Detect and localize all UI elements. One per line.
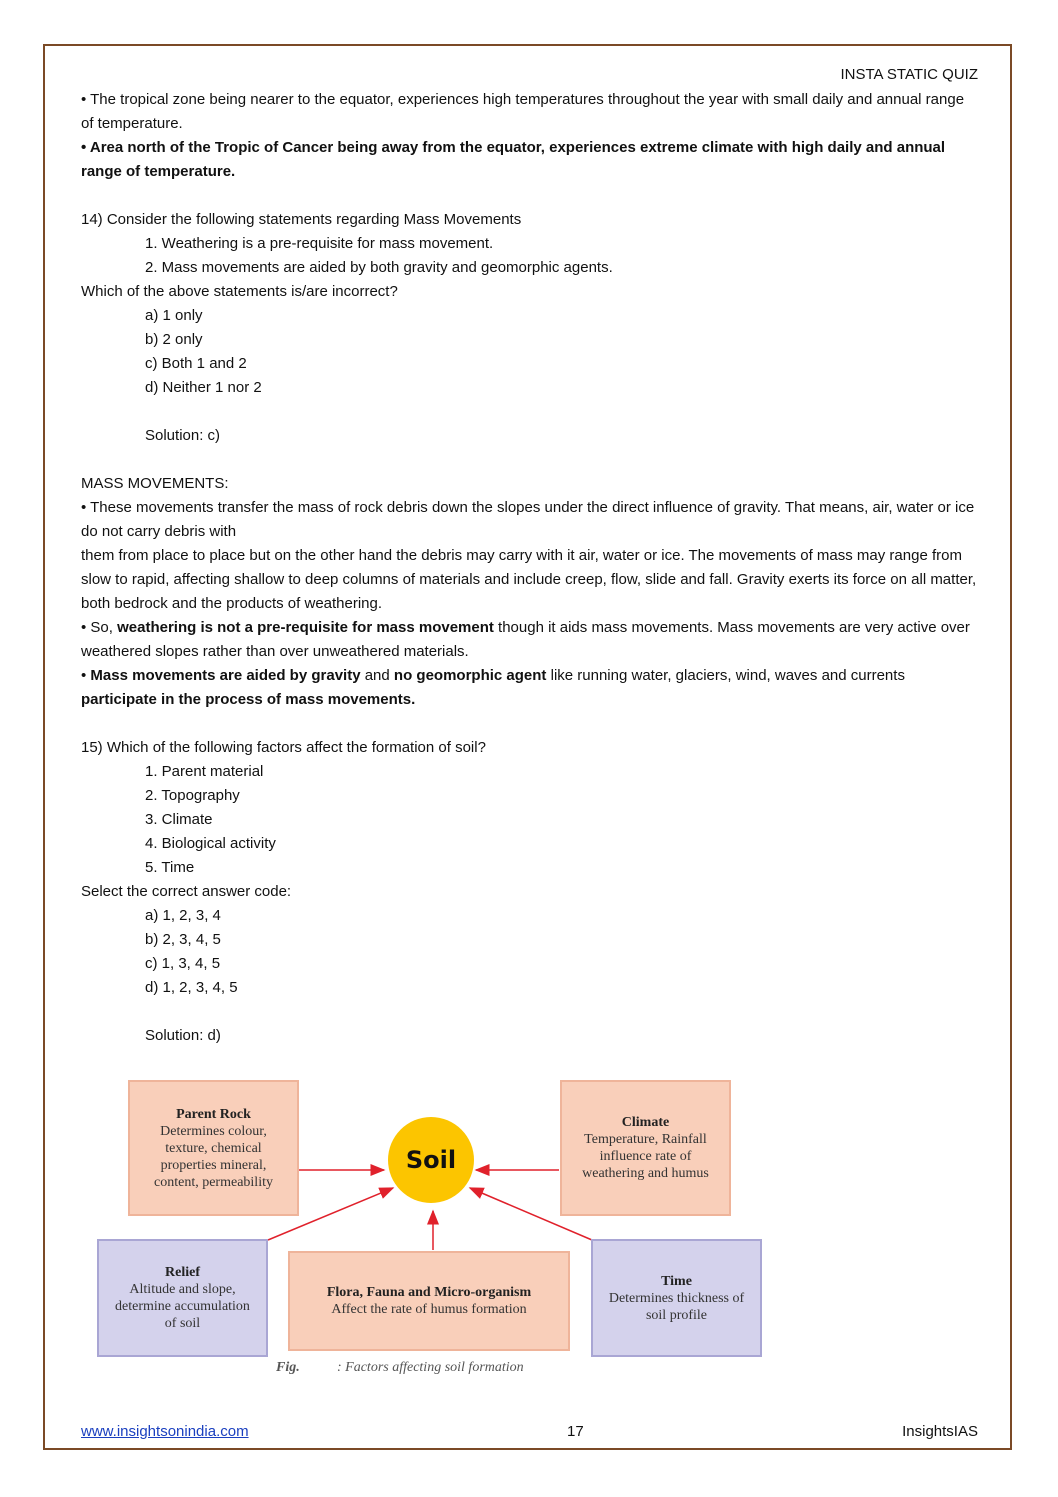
- text-run: c) Both 1 and 2: [145, 355, 247, 372]
- blank-line: [81, 448, 978, 472]
- paragraph: [81, 880, 978, 904]
- text-run: 3. Climate: [145, 811, 213, 828]
- text-run: 1. Parent material: [145, 763, 264, 780]
- footer-brand: InsightsIAS: [902, 1423, 978, 1440]
- flora-box: [288, 1251, 570, 1351]
- text-run: a) 1 only: [145, 307, 203, 324]
- time-box: [591, 1239, 762, 1357]
- header-title: INSTA STATIC QUIZ: [840, 66, 978, 83]
- indented-line: [81, 304, 978, 328]
- text-run: like running water, glaciers, wind, waves and currents: [546, 667, 905, 684]
- paragraph: [81, 496, 978, 544]
- text-run: 15) Which of the following factors affect the formation of soil?: [81, 739, 486, 756]
- text-run: d) Neither 1 nor 2: [145, 379, 262, 396]
- text-run: them from place to place but on the other hand the debris may carry with it air, water or ice. The movements of mass may range from slow to rapid, affecting shallow to deep columns of materials and include creep, flow, slide and fall. Gravity exerts its force on all matter, both bedrock and the products of weathering.: [81, 547, 977, 612]
- text-run: Solution: c): [145, 427, 221, 444]
- indented-line: [81, 424, 978, 448]
- indented-line: [81, 328, 978, 352]
- paragraph: [81, 544, 978, 616]
- text-run: though it aids mass movements. Mass movements are very active over weathered slopes rather than over unweathered materials.: [81, 619, 970, 660]
- indented-line: [81, 376, 978, 400]
- text-run: b) 2, 3, 4, 5: [145, 931, 221, 948]
- text-run: 2. Mass movements are aided by both gravity and geomorphic agents.: [145, 259, 613, 276]
- indented-line: [81, 952, 978, 976]
- paragraph: [81, 736, 978, 760]
- indented-line: [81, 760, 978, 784]
- paragraph: [81, 280, 978, 304]
- indented-line: [81, 352, 978, 376]
- text-run: c) 1, 3, 4, 5: [145, 955, 221, 972]
- text-run: • The tropical zone being nearer to the equator, experiences high temperatures throughout the year with small daily and annual range of temperature.: [81, 91, 965, 132]
- caption-fig: Fig.: [276, 1360, 300, 1375]
- text-run: Solution: d): [145, 1027, 221, 1044]
- text-run: d) 1, 2, 3, 4, 5: [145, 979, 238, 996]
- text-run: 1. Weathering is a pre-requisite for mass movement.: [145, 235, 494, 252]
- text-run: 2. Topography: [145, 787, 240, 804]
- text-run: •: [81, 667, 91, 684]
- blank-line: [81, 184, 978, 208]
- text-run: 4. Biological activity: [145, 835, 276, 852]
- indented-line: [81, 832, 978, 856]
- paragraph: [81, 472, 978, 496]
- text-run: Select the correct answer code:: [81, 883, 292, 900]
- bold-text: weathering is not a pre-requisite for mass movement: [117, 619, 494, 636]
- relief-title: Relief: [165, 1265, 200, 1280]
- page-number: 17: [567, 1423, 584, 1440]
- indented-line: [81, 784, 978, 808]
- text-run: MASS MOVEMENTS:: [81, 475, 229, 492]
- text-run: b) 2 only: [145, 331, 203, 348]
- bold-text: participate in the process of mass movements.: [81, 691, 416, 708]
- text-run: and: [360, 667, 394, 684]
- climate-body: Temperature, Rainfall influence rate of weathering and humus: [582, 1132, 709, 1181]
- climate-box: [560, 1080, 731, 1216]
- paragraph: [81, 88, 978, 136]
- indented-line: [81, 808, 978, 832]
- text-run: • These movements transfer the mass of rock debris down the slopes under the direct influence of gravity. That means, air, water or ice do not carry debris with: [81, 499, 975, 540]
- soil-circle: Soil: [388, 1117, 474, 1203]
- text-run: Which of the above statements is/are incorrect?: [81, 283, 398, 300]
- indented-line: [81, 928, 978, 952]
- parent-rock-body: Determines colour, texture, chemical properties mineral, content, permeability: [154, 1123, 273, 1190]
- bold-text: • Area north of the Tropic of Cancer being away from the equator, experiences extreme climate with high daily and annual range of temperature.: [81, 139, 946, 180]
- website-link[interactable]: www.insightsonindia.com: [81, 1423, 249, 1440]
- paragraph: [81, 616, 978, 664]
- bold-text: no geomorphic agent: [393, 667, 547, 684]
- caption-text: : Factors affecting soil formation: [337, 1360, 524, 1375]
- relief-box: [97, 1239, 268, 1357]
- flora-body: Affect the rate of humus formation: [331, 1302, 527, 1317]
- climate-title: Climate: [621, 1115, 670, 1130]
- soil-factors-diagram: [81, 1068, 781, 1386]
- blank-line: [81, 400, 978, 424]
- indented-line: [81, 1024, 978, 1048]
- relief-body: Altitude and slope, determine accumulation of soil: [115, 1282, 250, 1331]
- indented-line: [81, 904, 978, 928]
- text-run: 14) Consider the following statements regarding Mass Movements: [81, 211, 522, 228]
- paragraph: [81, 208, 978, 232]
- time-title: Time: [661, 1273, 692, 1289]
- document-body: [81, 88, 978, 1048]
- footer: [81, 1422, 978, 1442]
- blank-line: [81, 712, 978, 736]
- paragraph: [81, 136, 978, 184]
- parent-rock-title: Parent Rock: [176, 1106, 251, 1122]
- bold-text: Mass movements are aided by gravity: [90, 667, 361, 684]
- indented-line: [81, 976, 978, 1000]
- indented-line: [81, 856, 978, 880]
- parent-rock-box: [128, 1080, 299, 1216]
- flora-title: Flora, Fauna and Micro-organism: [326, 1285, 532, 1300]
- blank-line: [81, 1000, 978, 1024]
- time-body: Determines thickness of soil profile: [608, 1290, 745, 1323]
- text-run: • So,: [81, 619, 118, 636]
- paragraph: [81, 664, 978, 712]
- text-run: a) 1, 2, 3, 4: [145, 907, 221, 924]
- indented-line: [81, 256, 978, 280]
- text-run: 5. Time: [145, 859, 195, 876]
- indented-line: [81, 232, 978, 256]
